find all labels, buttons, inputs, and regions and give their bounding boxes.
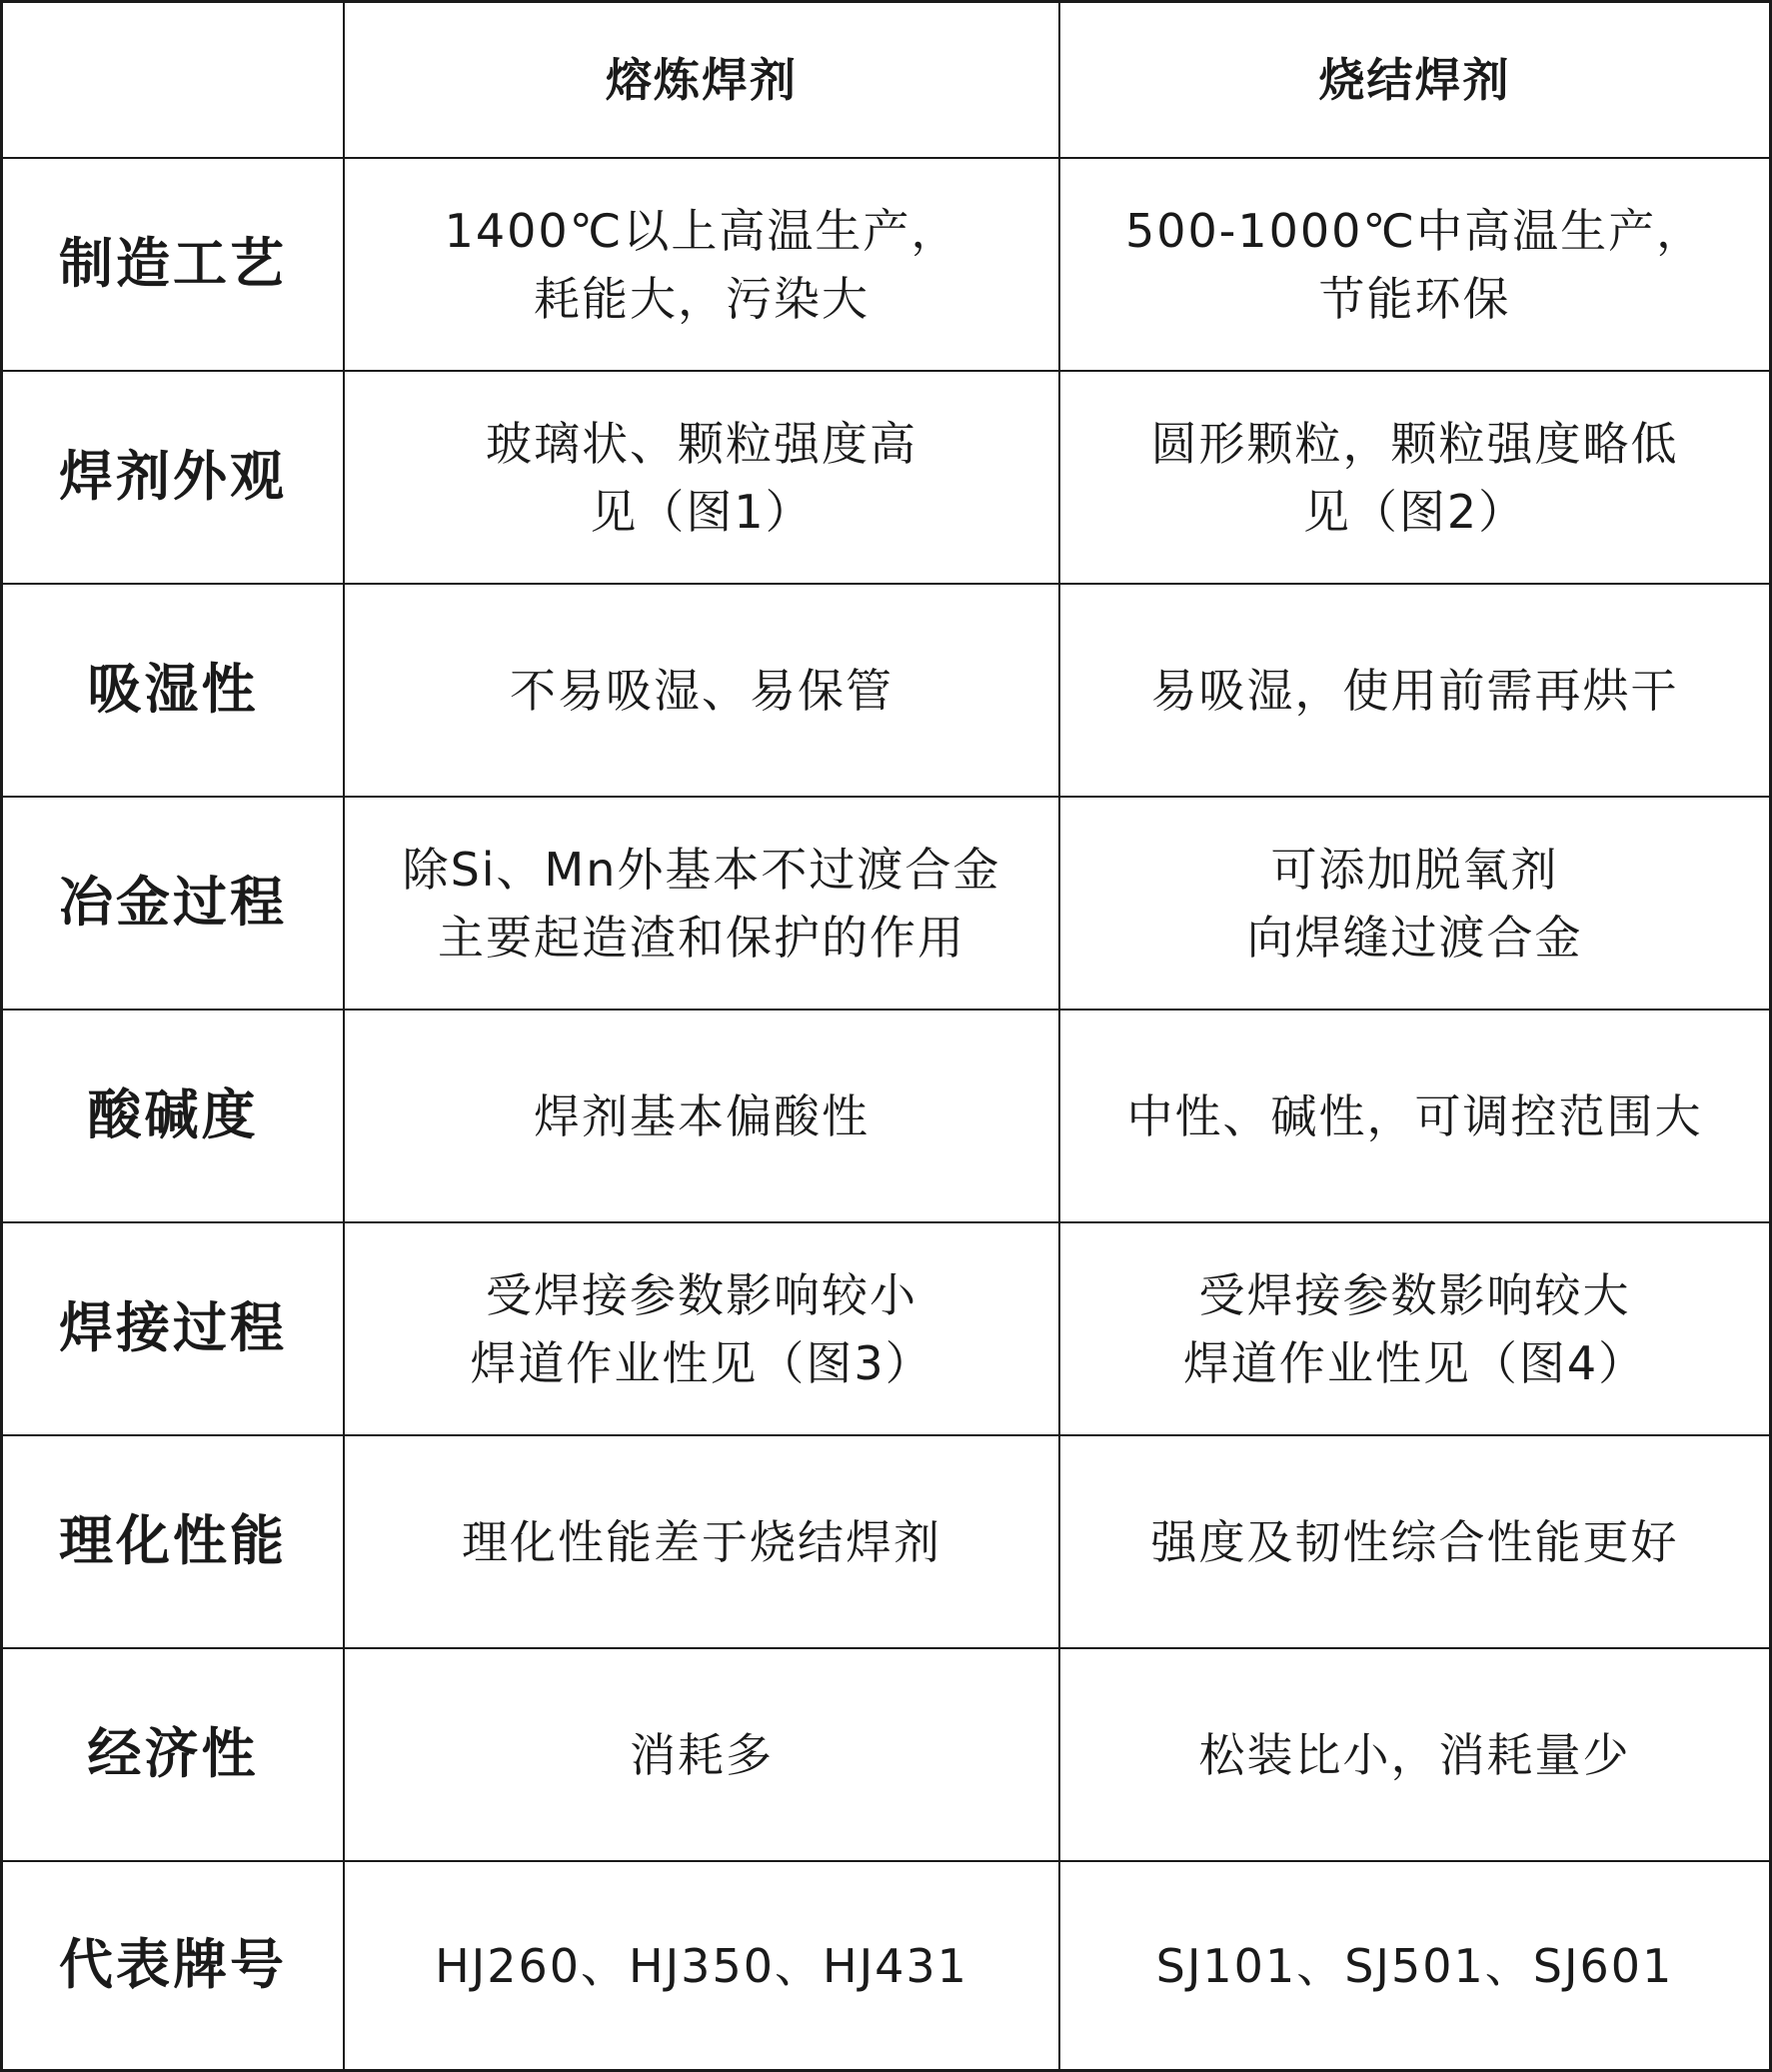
header-row bbox=[3, 3, 1769, 157]
fused-flux-line: 受焊接参数影响较小 bbox=[486, 1267, 917, 1322]
sintered-flux-line: 500-1000℃中高温生产， bbox=[1124, 203, 1705, 258]
fused-flux-cell bbox=[343, 1649, 1058, 1860]
fused-flux-line: 1400℃以上高温生产， bbox=[444, 203, 959, 258]
row-label-cell bbox=[3, 1862, 343, 2069]
sintered-flux-line: 受焊接参数影响较大 bbox=[1198, 1267, 1631, 1322]
fused-flux-line: 焊道作业性见（图3） bbox=[470, 1335, 933, 1390]
fused-flux-line: 见（图1） bbox=[590, 484, 814, 539]
row-label-cell bbox=[3, 1223, 343, 1434]
fused-flux-line: 不易吸湿、易保管 bbox=[510, 663, 893, 718]
row-label: 吸湿性 bbox=[87, 658, 259, 722]
fused-flux-cell bbox=[343, 1436, 1058, 1647]
fused-flux-cell bbox=[343, 798, 1058, 1009]
fused-flux-cell bbox=[343, 1862, 1058, 2069]
sintered-flux-cell bbox=[1058, 1862, 1769, 2069]
table-row-grades bbox=[3, 1860, 1769, 2069]
fused-flux-line: 耗能大，污染大 bbox=[534, 271, 870, 326]
sintered-flux-cell bbox=[1058, 372, 1769, 583]
row-label-cell bbox=[3, 798, 343, 1009]
sintered-flux-cell bbox=[1058, 1649, 1769, 1860]
sintered-flux-line: 松装比小，消耗量少 bbox=[1198, 1727, 1631, 1782]
table-row-economy bbox=[3, 1647, 1769, 1860]
fused-flux-line: 理化性能差于烧结焊剂 bbox=[462, 1514, 941, 1569]
table-row-hygroscopicity bbox=[3, 583, 1769, 796]
header-sintered-flux: 烧结焊剂 bbox=[1318, 53, 1511, 107]
fused-flux-line: 玻璃状、颗粒强度高 bbox=[486, 416, 917, 471]
table-row-properties bbox=[3, 1434, 1769, 1647]
header-cell-fused-flux bbox=[343, 3, 1058, 157]
row-label: 焊剂外观 bbox=[59, 445, 287, 509]
sintered-flux-line: 中性、碱性，可调控范围大 bbox=[1126, 1088, 1703, 1143]
fused-flux-cell bbox=[343, 1223, 1058, 1434]
row-label-cell bbox=[3, 372, 343, 583]
sintered-flux-cell bbox=[1058, 585, 1769, 796]
fused-flux-cell bbox=[343, 372, 1058, 583]
row-label-cell bbox=[3, 1011, 343, 1221]
row-label-cell bbox=[3, 1649, 343, 1860]
sintered-flux-line: SJ101、SJ501、SJ601 bbox=[1155, 1938, 1674, 1993]
row-label: 制造工艺 bbox=[59, 232, 287, 296]
fused-flux-cell bbox=[343, 585, 1058, 796]
sintered-flux-line: 强度及韧性综合性能更好 bbox=[1150, 1514, 1679, 1569]
table-row-acidity bbox=[3, 1009, 1769, 1221]
sintered-flux-line: 焊道作业性见（图4） bbox=[1182, 1335, 1647, 1390]
sintered-flux-cell bbox=[1058, 1436, 1769, 1647]
fused-flux-line: 除Si、Mn外基本不过渡合金 bbox=[402, 842, 1001, 897]
fused-flux-line: 焊剂基本偏酸性 bbox=[534, 1088, 870, 1143]
sintered-flux-line: 易吸湿，使用前需再烘干 bbox=[1150, 663, 1679, 718]
table-row-welding-process bbox=[3, 1221, 1769, 1434]
row-label: 焊接过程 bbox=[59, 1296, 287, 1360]
fused-flux-line: 主要起造渣和保护的作用 bbox=[438, 910, 965, 965]
header-fused-flux: 熔炼焊剂 bbox=[606, 53, 798, 107]
sintered-flux-line: 见（图2） bbox=[1302, 484, 1527, 539]
row-label: 酸碱度 bbox=[87, 1083, 259, 1147]
row-label: 理化性能 bbox=[59, 1509, 287, 1573]
table-row-appearance bbox=[3, 370, 1769, 583]
sintered-flux-cell bbox=[1058, 159, 1769, 370]
row-label-cell bbox=[3, 1436, 343, 1647]
header-corner-cell bbox=[3, 3, 343, 157]
fused-flux-line: HJ260、HJ350、HJ431 bbox=[435, 1938, 968, 1993]
table-row-process bbox=[3, 157, 1769, 370]
row-label: 经济性 bbox=[87, 1722, 259, 1786]
sintered-flux-line: 圆形颗粒，颗粒强度略低 bbox=[1150, 416, 1679, 471]
sintered-flux-cell bbox=[1058, 1223, 1769, 1434]
sintered-flux-line: 向焊缝过渡合金 bbox=[1246, 910, 1583, 965]
table-row-metallurgy bbox=[3, 796, 1769, 1009]
header-cell-sintered-flux bbox=[1058, 3, 1769, 157]
row-label: 冶金过程 bbox=[59, 871, 287, 935]
sintered-flux-cell bbox=[1058, 1011, 1769, 1221]
fused-flux-cell bbox=[343, 159, 1058, 370]
sintered-flux-line: 节能环保 bbox=[1318, 271, 1511, 326]
row-label: 代表牌号 bbox=[59, 1933, 287, 1997]
row-label-cell bbox=[3, 585, 343, 796]
fused-flux-cell bbox=[343, 1011, 1058, 1221]
sintered-flux-line: 可添加脱氧剂 bbox=[1270, 842, 1559, 897]
row-label-cell bbox=[3, 159, 343, 370]
fused-flux-line: 消耗多 bbox=[630, 1727, 774, 1782]
sintered-flux-cell bbox=[1058, 798, 1769, 1009]
